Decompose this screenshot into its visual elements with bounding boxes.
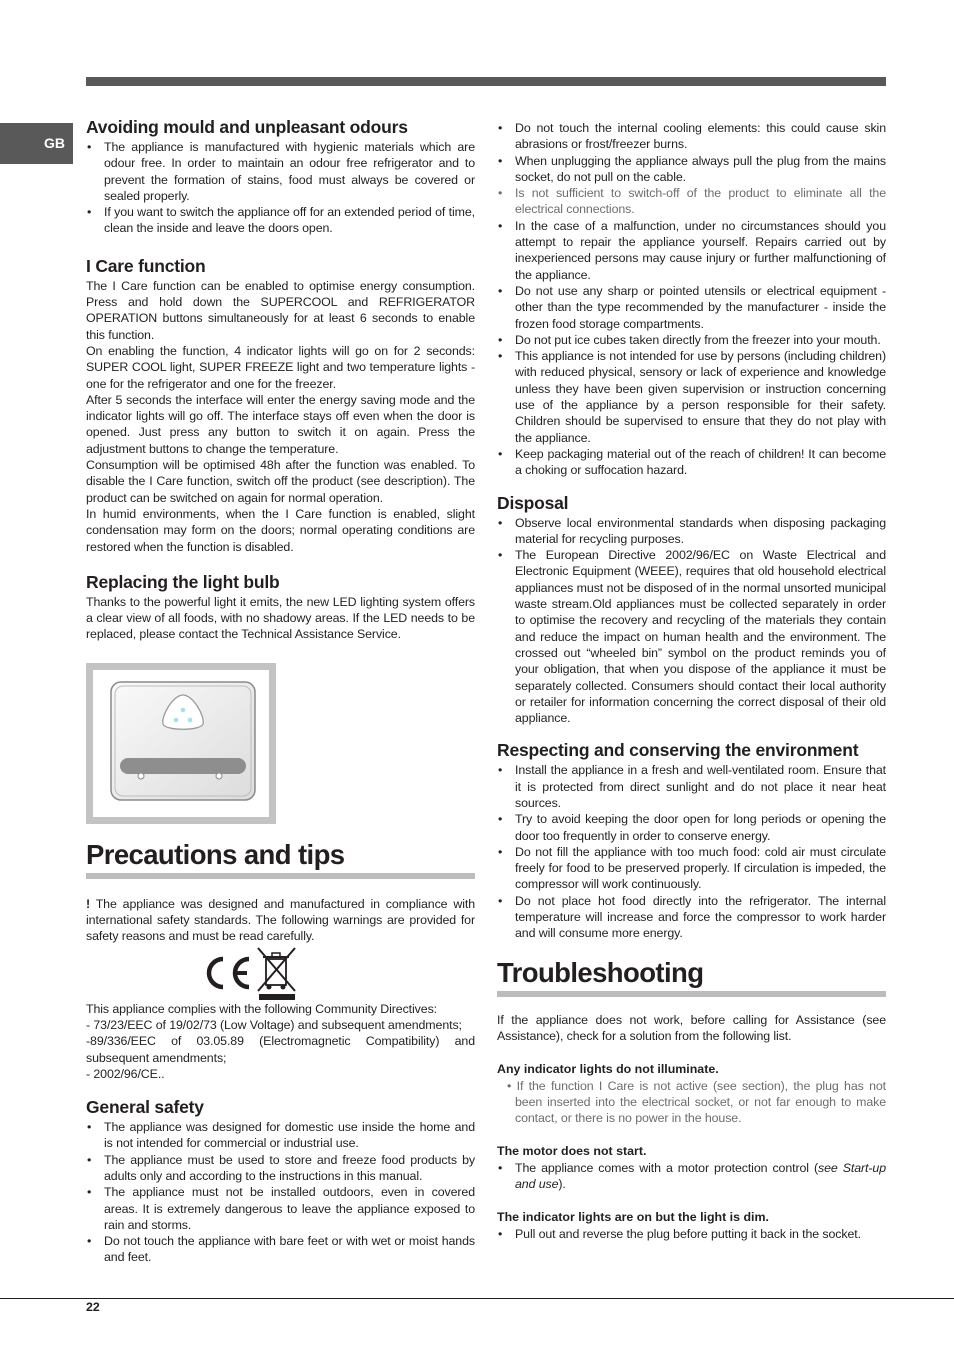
problem-solution: • If the function I Care is not active (see section), the plug has not been inserted into the electrical socket, or not far enough to make contact, or there is no power in the house.: [507, 1078, 886, 1126]
left-column: [86, 115, 475, 1266]
general-safety-list: [86, 1119, 475, 1266]
list-item: • Keep packaging material out of the reach of children! It can become a choking or suffocation hazard.: [497, 446, 886, 479]
section-troubleshooting: [497, 956, 886, 1242]
list-item: • The appliance must be used to store and freeze food products by adults only and according to the instructions in this manual.: [86, 1152, 475, 1185]
section-precautions: [86, 838, 475, 1082]
problem-heading: The indicator lights are on but the light is dim.: [497, 1210, 769, 1225]
list-item: • Do not use any sharp or pointed utensils or electrical equipment - other than the type recommended by the manufacturer - inside the frozen food storage compartments.: [497, 283, 886, 332]
list-item: • This appliance is not intended for use by persons (including children) with reduced physical, sensory or lack of experience and knowledge unless they have been given supervision or instruction concerning use of the appliance by a person responsible for their safety. Children should be supervised to ensure that they do not play with the appliance.: [497, 348, 886, 446]
directive-line: - 2002/96/CE..: [86, 1066, 165, 1081]
problem-heading: Any indicator lights do not illuminate.: [497, 1062, 719, 1077]
section-environment: [497, 738, 886, 941]
solution-text: The appliance comes with a motor protection control (: [515, 1160, 819, 1175]
right-column: [497, 120, 886, 1242]
list-item: • Do not touch the internal cooling elements: this could cause skin abrasions or frost/freezer burns.: [497, 120, 886, 153]
top-rule: [86, 77, 886, 86]
heading-troubleshooting: Troubleshooting: [497, 956, 704, 988]
list-item: • The appliance must not be installed outdoors, even in covered areas. It is extremely dangerous to leave the appliance exposed to rain and storms.: [86, 1184, 475, 1233]
list-item: • If you want to switch the appliance off for an extended period of time, clean the inside and leave the doors open.: [86, 204, 475, 237]
list-item: • Pull out and reverse the plug before putting it back in the socket.: [497, 1226, 886, 1242]
footer-rule: [0, 1298, 954, 1299]
list-item: [497, 1160, 886, 1193]
warning-text: [86, 896, 475, 945]
icare-paragraph: The I Care function can be enabled to optimise energy consumption. Press and hold down the SUPERCOOL and REFRIGERATOR OPERATION buttons simultaneously for at least 6 seconds to enable this function.: [86, 278, 475, 342]
section-general-safety: [86, 1095, 475, 1266]
list-item: • Do not touch the appliance with bare feet or with wet or moist hands and feet.: [86, 1233, 475, 1266]
list-item: • Do not put ice cubes taken directly from the freezer into your mouth.: [497, 332, 886, 348]
troubleshooting-intro: If the appliance does not work, before calling for Assistance (see Assistance), check for a solution from the following list.: [497, 1012, 886, 1043]
list-item: • The appliance was designed for domestic use inside the home and is not intended for commercial or industrial use.: [86, 1119, 475, 1152]
solution-text: ).: [558, 1177, 566, 1192]
heading-rule: [86, 873, 475, 879]
compliance-marks: [201, 945, 475, 1001]
section-disposal: [497, 491, 886, 727]
directive-line: -89/336/EEC of 03.05.89 (Electromagnetic Compatibility) and subsequent amendments;: [86, 1034, 475, 1065]
led-light-illustration: [86, 663, 276, 824]
problem-solution-list: [497, 1226, 886, 1242]
led-lamp-icon: [93, 670, 269, 817]
ce-mark-icon: [201, 953, 255, 993]
heading-general-safety: General safety: [86, 1097, 204, 1118]
list-item: • Observe local environmental standards when disposing packaging material for recycling purposes.: [497, 515, 886, 548]
icare-paragraph: Consumption will be optimised 48h after the function was enabled. To disable the I Care function, switch off the product (see description). The product can be switched on again for normal operation.: [86, 458, 475, 505]
section-icare: [86, 254, 475, 555]
safety-list-continued: [497, 120, 886, 479]
icare-paragraph: In humid environments, when the I Care function is enabled, slight condensation may form on the doors; normal operating conditions are restored when the function is disabled.: [86, 506, 475, 554]
list-item: • Is not sufficient to switch-off of the product to eliminate all the electrical connections.: [497, 185, 886, 218]
heading-mould: Avoiding mould and unpleasant odours: [86, 117, 408, 137]
list-item: • Do not place hot food directly into the refrigerator. The internal temperature will increase and force the compressor to work harder and will consume more energy.: [497, 893, 886, 942]
directive-line: This appliance complies with the following Community Directives:: [86, 1001, 438, 1016]
list-item: • Do not fill the appliance with too much food: cold air must circulate freely for food to be preserved properly. If circulation is impeded, the compressor will work continuously.: [497, 844, 886, 893]
warning-body: The appliance was designed and manufactured in compliance with international safety standards. The following warnings are provided for safety reasons and must be read carefully.: [86, 896, 475, 944]
environment-list: [497, 762, 886, 941]
mould-list: [86, 139, 475, 237]
problem-heading: The motor does not start.: [497, 1144, 647, 1159]
page-number: 22: [86, 1300, 100, 1314]
solution-reference: see Start-up and use: [515, 1160, 887, 1192]
list-item: • The European Directive 2002/96/EC on Waste Electrical and Electronic Equipment (WEEE), requires that old household electrical appliances must not be disposed of in the normal unsorted municipal waste stream.Old appliances must be collected separately in order to optimise the recovery and recycling of the materials they contain and reduce the impact on human health and the environment. The crossed out “wheeled bin” symbol on the product reminds you of your obligation, that when you dispose of the appliance it must be separately collected. Consumers should contact their local authority or retailer for information concerning the correct disposal of their old appliance.: [497, 547, 886, 726]
language-tab: GB: [0, 123, 73, 164]
heading-light-bulb: Replacing the light bulb: [86, 571, 280, 592]
directive-line: - 73/23/EEC of 19/02/73 (Low Voltage) and subsequent amendments;: [86, 1017, 462, 1032]
list-item: • Install the appliance in a fresh and well-ventilated room. Ensure that it is protected from direct sunlight and do not place it near heat sources.: [497, 762, 886, 811]
section-light-bulb: [86, 570, 475, 643]
heading-rule: [497, 991, 886, 997]
icare-paragraph: On enabling the function, 4 indicator lights will go on for 2 seconds: SUPER COOL light, SUPER FREEZE light and two temperature lights - one for the refrigerator and one for the freezer.: [86, 343, 475, 391]
list-item: • When unplugging the appliance always pull the plug from the mains socket, do not pull on the cable.: [497, 153, 886, 186]
problem-solution-list: [497, 1160, 886, 1193]
heading-icare: I Care function: [86, 255, 206, 276]
heading-disposal: Disposal: [497, 492, 569, 513]
disposal-list: [497, 515, 886, 727]
icare-paragraph: After 5 seconds the interface will enter the energy saving mode and the indicator lights will go off. The interface stays off even when the door is opened. Just press any button to switch it on again. Press the adjustment buttons to change the temperature.: [86, 392, 475, 456]
section-mould: [86, 115, 475, 237]
crossed-bin-icon: [255, 945, 299, 1001]
list-item: • Try to avoid keeping the door open for long periods or opening the door too frequently in order to conserve energy.: [497, 811, 886, 844]
heading-environment: Respecting and conserving the environment: [497, 740, 859, 761]
list-item: • The appliance is manufactured with hygienic materials which are odour free. In order to maintain an odour free refrigerator and to prevent the formation of stains, food must always be covered or sealed properly.: [86, 139, 475, 204]
heading-precautions: Precautions and tips: [86, 838, 345, 870]
light-bulb-text: Thanks to the powerful light it emits, the new LED lighting system offers a clear view of all foods, with no shadowy areas. If the LED needs to be replaced, please contact the Technical Assistance Service.: [86, 594, 475, 642]
warning-mark: !: [86, 896, 91, 911]
list-item: • In the case of a malfunction, under no circumstances should you attempt to repair the appliance yourself. Repairs carried out by inexperienced persons may cause injury or further malfunctioning of the appliance.: [497, 218, 886, 283]
